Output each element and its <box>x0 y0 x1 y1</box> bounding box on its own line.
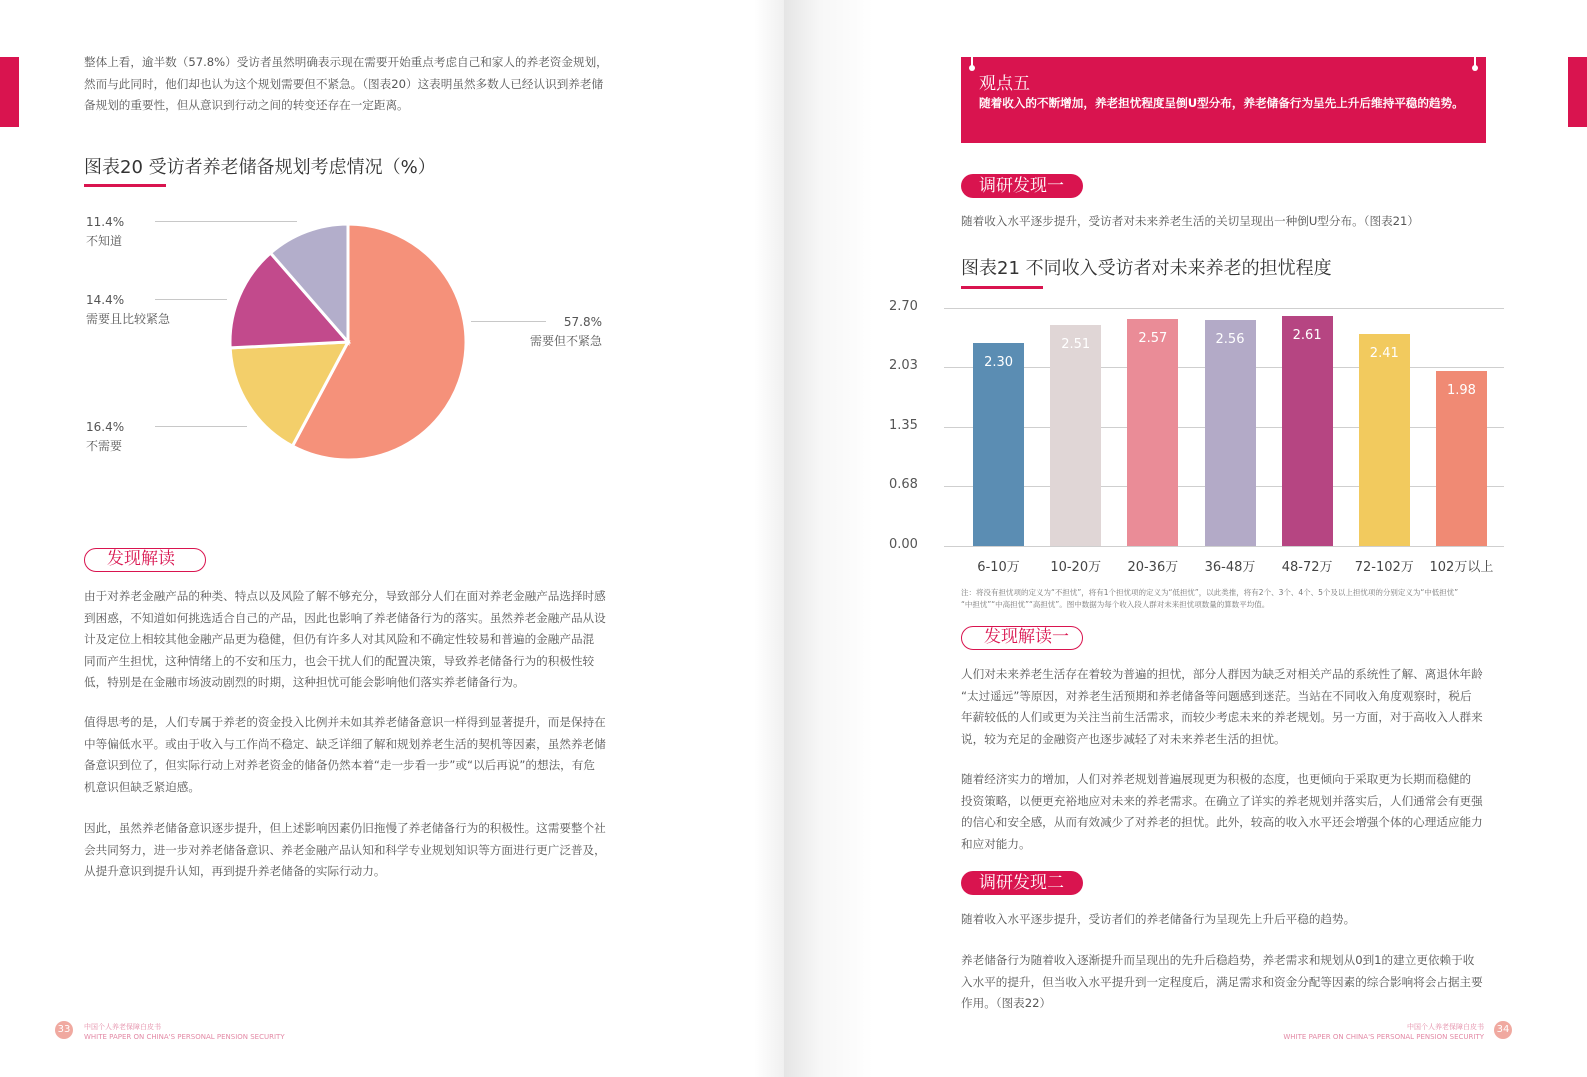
para-line: 到困惑，不知道如何挑选适合自己的产品，因此也影响了养老储备行为的落实。虽然养老金融产品从设 <box>84 610 606 625</box>
bar <box>1359 334 1410 546</box>
para-line: 因此，虽然养老储备意识逐步提升，但上述影响因素仍旧拖慢了养老储备行为的积极性。这需要整个社 <box>84 821 606 835</box>
pie-value: 14.4% <box>86 293 125 307</box>
y-tick-label: 1.35 <box>889 418 918 433</box>
pie-category: 不需要 <box>86 439 123 453</box>
x-tick-label: 72-102万 <box>1354 560 1414 575</box>
footer-title-cn: 中国个人养老保障白皮书 <box>1407 1023 1484 1031</box>
bar-value-label: 2.30 <box>984 355 1014 371</box>
bar-value-label: 2.61 <box>1292 327 1322 343</box>
page-gutter-shadow <box>754 0 784 1077</box>
footer-title-cn: 中国个人养老保障白皮书 <box>84 1023 161 1031</box>
y-tick-label: 2.03 <box>889 358 918 374</box>
pie-label-not-needed <box>86 418 124 456</box>
para-line: 值得思考的是，人们专属于养老的资金投入比例并未如其养老储备意识一样得到显著提升，而是保持在 <box>84 715 606 729</box>
bar <box>1282 316 1333 546</box>
para-line: 年薪较低的人们或更为关注当前生活需求，而较少考虑未来的养老规划。另一方面，对于高收入人群来 <box>961 710 1483 724</box>
bar-value-label: 2.57 <box>1138 331 1168 347</box>
x-tick-label: 102万以上 <box>1429 560 1494 575</box>
figure-20-title-underline <box>84 184 166 187</box>
viewpoint-text: 随着收入的不断增加，养老担忧程度呈倒U型分布，养老储备行为呈先上升后维持平稳的趋势。 <box>979 96 1464 110</box>
intro-line: 整体上看，逾半数（57.8%）受访者虽然明确表示现在需要开始重点考虑自己和家人的养老资金规划， <box>84 55 608 69</box>
para-line: 备意识到位了，但实际行动上对养老资金的储备仍然本着“走一步看一步”或“以后再说”的想法，有危 <box>84 758 595 772</box>
gridline <box>944 546 1504 547</box>
page-spine-shadow <box>784 0 874 1077</box>
y-tick-label: 2.70 <box>889 299 918 314</box>
interpretation-paragraph-2 <box>84 712 624 798</box>
page-number: 34 <box>1494 1021 1512 1039</box>
bar-value-label: 2.51 <box>1061 336 1091 352</box>
para-line: 从提升意识到提升认知，再到提升养老储备的实际行动力。 <box>84 864 386 878</box>
pie-value: 16.4% <box>86 420 125 434</box>
y-tick-label: 0.68 <box>889 477 918 493</box>
pin-icon <box>1474 55 1476 67</box>
finding-2-text: 随着收入水平逐步提升，受访者们的养老储备行为呈现先上升后平稳的趋势。 <box>961 912 1356 926</box>
pie-category: 需要且比较紧急 <box>86 312 171 326</box>
para-line: 的信心和安全感，从而有效减少了对养老的担忧。此外，较高的收入水平还会增强个体的心理适应能力 <box>961 815 1483 829</box>
figure-21-title: 图表21 不同收入受访者对未来养老的担忧程度 <box>961 258 1332 279</box>
x-tick-label: 6-10万 <box>977 560 1020 575</box>
finding-2-paragraph <box>961 950 1501 1015</box>
section-pill-finding-2: 调研发现二 <box>961 871 1083 895</box>
left-edge-tab <box>0 57 19 127</box>
right-edge-tab <box>1568 57 1587 127</box>
intro-line: 然而与此同时，他们却也认为这个规划需要但不紧急。（图表20）这表明虽然多数人已经认识到养老储 <box>84 76 604 91</box>
para-line: 中等偏低水平。或由于收入与工作尚不稳定、缺乏详细了解和规划养老生活的契机等因素，虽然养老储 <box>84 736 606 751</box>
para-line: 投资策略，以便更充裕地应对未来的养老需求。在确立了详实的养老规划并落实后，人们通常会有更强 <box>961 793 1483 808</box>
footer-title <box>1283 1022 1484 1042</box>
chart-note <box>961 587 1521 611</box>
y-tick-label: 0.00 <box>889 537 918 552</box>
para-line: “太过遥远”等原因，对养老生活预期和养老储备等问题感到迷茫。当站在不同收入角度观察时，税后 <box>961 688 1472 703</box>
section-pill-finding-1: 调研发现一 <box>961 174 1083 198</box>
para-line: 机意识但缺乏紧迫感。 <box>84 779 200 794</box>
para-line: 入水平的提升，但当收入水平提升到一定程度后，满足需求和资金分配等因素的综合影响将会占据主要 <box>961 974 1483 989</box>
leader-line <box>471 321 546 322</box>
note-line: “中担忧”“中高担忧”“高担忧”。图中数据为每个收入段人群对未来担忧项数量的算数平均值。 <box>961 600 1270 609</box>
left-page <box>0 0 784 1077</box>
footer-title <box>84 1022 285 1042</box>
para-line: 随着经济实力的增加，人们对养老规划普遍展现更为积极的态度，也更倾向于采取更为长期而稳健的 <box>961 772 1472 786</box>
x-tick-label: 10-20万 <box>1050 560 1102 575</box>
intro-paragraph <box>84 52 624 117</box>
bar <box>1205 320 1256 546</box>
interpretation-paragraph-3 <box>84 818 624 883</box>
bar-value-label: 1.98 <box>1446 383 1476 399</box>
figure-20-title: 图表20 受访者养老储备规划考虑情况（%） <box>84 157 436 178</box>
footer-title-en: WHITE PAPER ON CHINA'S PERSONAL PENSION SECURITY <box>1283 1033 1484 1041</box>
section-pill-reading-1: 发现解读一 <box>961 626 1083 650</box>
x-tick-label: 36-48万 <box>1204 560 1256 575</box>
para-line: 养老储备行为随着收入逐渐提升而呈现出的先升后稳趋势，养老需求和规划从0到1的建立更依赖于收 <box>961 953 1475 967</box>
section-pill-finding-interpretation: 发现解读 <box>84 548 206 572</box>
gridline <box>944 308 1504 309</box>
note-line: 注：将没有担忧项的定义为“不担忧”，将有1个担忧项的定义为“低担忧”，以此类推，将有2个、3个、4个、5个及以上担忧项的分别定义为“中低担忧” <box>961 588 1459 597</box>
pie-value: 57.8% <box>563 315 602 329</box>
pie-label-urgent <box>86 291 170 329</box>
pin-icon <box>971 55 973 67</box>
reading-1-paragraph-2 <box>961 769 1501 855</box>
bar-chart <box>884 296 1514 580</box>
bar <box>1127 319 1178 546</box>
pie-label-dont-know <box>86 213 124 251</box>
viewpoint-title: 观点五 <box>979 74 1030 94</box>
figure-21-title-underline <box>961 286 1043 289</box>
bar-value-label: 2.41 <box>1369 345 1399 361</box>
bar <box>973 343 1024 546</box>
pie-value: 11.4% <box>86 215 125 229</box>
leader-line <box>155 299 227 300</box>
para-line: 计及定位上相较其他金融产品更为稳健，但仍有许多人对其风险和不确定性较易和普遍的金融产品混 <box>84 632 595 646</box>
bar-value-label: 2.56 <box>1215 332 1245 348</box>
right-page <box>784 0 1587 1077</box>
finding-1-text: 随着收入水平逐步提升，受访者对未来养老生活的关切呈现出一种倒U型分布。（图表21） <box>961 214 1420 228</box>
para-line: 和应对能力。 <box>961 836 1031 851</box>
bar <box>1050 325 1101 546</box>
pie-chart <box>226 220 470 464</box>
para-line: 作用。（图表22） <box>961 996 1052 1010</box>
viewpoint-banner <box>961 57 1486 143</box>
para-line: 同而产生担忧，这种情绪上的不安和压力，也会干扰人们的配置决策，导致养老储备行为的积极性较 <box>84 653 595 668</box>
pie-category: 需要但不紧急 <box>530 334 603 348</box>
para-line: 人们对未来养老生活存在着较为普遍的担忧，部分人群因为缺乏对相关产品的系统性了解、离退休年龄 <box>961 667 1483 681</box>
para-line: 说，较为充足的金融资产也逐步减轻了对未来养老生活的担忧。 <box>961 731 1286 746</box>
interpretation-paragraph-1 <box>84 586 624 694</box>
para-line: 会共同努力，进一步对养老储备意识、养老金融产品认知和科学专业规划知识等方面进行更广泛普及， <box>84 842 606 857</box>
para-line: 低，特别是在金融市场波动剧烈的时期，这种担忧可能会影响他们落实养老储备行为。 <box>84 675 525 689</box>
footer-title-en: WHITE PAPER ON CHINA'S PERSONAL PENSION SECURITY <box>84 1033 285 1041</box>
x-tick-label: 48-72万 <box>1281 560 1333 575</box>
page-number: 33 <box>55 1021 73 1039</box>
pie-label-not-urgent <box>530 313 602 351</box>
x-tick-label: 20-36万 <box>1127 560 1179 575</box>
reading-1-paragraph-1 <box>961 664 1501 750</box>
para-line: 由于对养老金融产品的种类、特点以及风险了解不够充分，导致部分人们在面对养老金融产品选择时感 <box>84 589 606 603</box>
intro-line: 备规划的重要性，但从意识到行动之间的转变还存在一定距离。 <box>84 98 409 112</box>
pie-category: 不知道 <box>86 234 123 248</box>
